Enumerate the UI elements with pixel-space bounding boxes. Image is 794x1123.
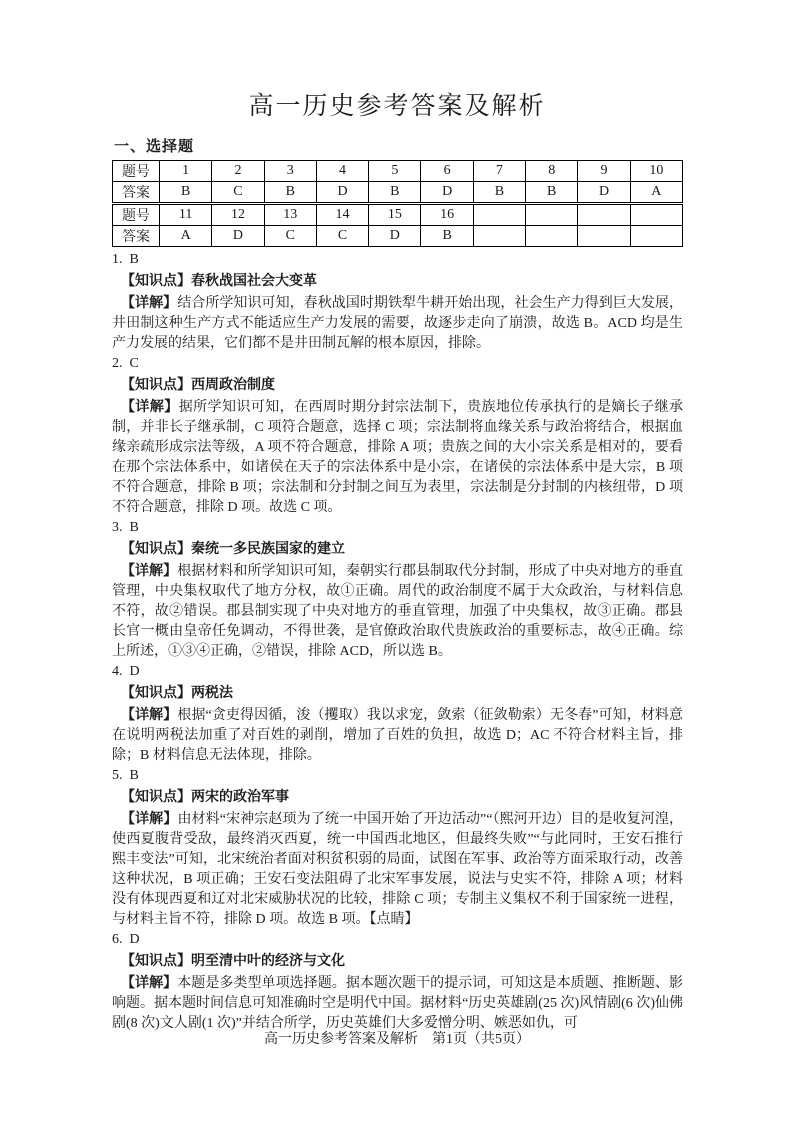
answer-item	[112, 766, 683, 930]
answer-item	[112, 662, 683, 766]
knowledge-point-label: 【知识点】	[121, 952, 191, 968]
answer-cell: D	[212, 226, 264, 247]
row-label-cell: 题号	[113, 161, 160, 182]
answer-table-row	[113, 161, 683, 182]
answer-cell: 6	[421, 161, 473, 182]
answer-table-row	[113, 226, 683, 247]
knowledge-point-text: 两宋的政治军事	[191, 788, 289, 804]
knowledge-point-line	[112, 786, 683, 808]
answer-cell: 16	[421, 204, 473, 226]
detail-text: 据所学知识可知，在西周时期分封宗法制下，贵族地位传承执行的是嫡长子继承制，并非长子继承制，C 项符合题意，选择 C 项；宗法制将血缘关系与政治将结合，根据血缘亲疏形成宗法等级，A 项不符合题意，排除 A 项；贵族之间的大小宗关系是相对的，要看在那个宗法体系中，如诸侯在天子的宗法体系中是小宗，在诸侯的宗法体系中是大宗，B 项不符合题意，排除 B 项；宗法制和分封制之间互为表里，宗法制是分封制的内核纽带，D 项不符合题意，排除 D 项。故选 C 项。	[112, 400, 684, 515]
answer-cell: 8	[526, 161, 578, 182]
answer-cell: C	[212, 182, 264, 204]
item-number-answer: 4. D	[112, 664, 140, 679]
detail-line	[112, 808, 683, 930]
answer-cell: D	[578, 182, 630, 204]
row-label-cell: 答案	[113, 182, 160, 204]
detail-line	[112, 396, 683, 518]
answer-cell	[526, 226, 578, 247]
knowledge-point-label: 【知识点】	[121, 376, 191, 392]
answer-cell	[473, 226, 525, 247]
detail-label: 【详解】	[121, 706, 178, 722]
answer-cell: 15	[369, 204, 421, 226]
knowledge-point-text: 春秋战国社会大变革	[191, 272, 317, 288]
knowledge-point-text: 西周政治制度	[191, 376, 275, 392]
knowledge-point-text: 两税法	[191, 684, 233, 700]
page-content	[112, 137, 683, 1034]
knowledge-point-label: 【知识点】	[121, 540, 191, 556]
answer-cell: B	[264, 182, 316, 204]
knowledge-point-line	[112, 538, 683, 560]
answer-cell: B	[369, 182, 421, 204]
detail-label: 【详解】	[121, 810, 178, 826]
item-number-answer: 6. D	[112, 932, 140, 947]
detail-text: 根据“贪吏得因循，浚（攫取）我以求宠，敛索（征敛勒索）无冬春”可知，材料意在说明两税法加重了对百姓的剥削，增加了百姓的负担，故选 D；AC 不符合材料主旨，排除；B 材料信息无法体现，排除。	[112, 708, 683, 763]
answer-cell: D	[421, 182, 473, 204]
answer-cell: 1	[160, 161, 212, 182]
answer-cell: B	[160, 182, 212, 204]
answer-item	[112, 354, 683, 518]
answer-cell: 10	[630, 161, 682, 182]
answer-items	[112, 250, 683, 1034]
answer-cell	[578, 226, 630, 247]
answer-cell: B	[421, 226, 473, 247]
answer-cell: C	[264, 226, 316, 247]
answer-cell	[473, 204, 525, 226]
answer-cell: D	[369, 226, 421, 247]
answer-cell: 3	[264, 161, 316, 182]
answer-cell: 12	[212, 204, 264, 226]
section-heading: 一、选择题	[114, 138, 195, 155]
row-label-cell: 题号	[113, 204, 160, 226]
row-label-cell: 答案	[113, 226, 160, 247]
answer-cell: 5	[369, 161, 421, 182]
answer-cell: A	[630, 182, 682, 204]
answer-cell: 11	[160, 204, 212, 226]
answer-item	[112, 518, 683, 662]
answer-table-row	[113, 182, 683, 204]
answer-cell: 13	[264, 204, 316, 226]
knowledge-point-line	[112, 682, 683, 704]
answer-cell: D	[316, 182, 368, 204]
answer-cell: 14	[316, 204, 368, 226]
answer-cell: 4	[316, 161, 368, 182]
answer-cell	[578, 204, 630, 226]
answer-cell: B	[473, 182, 525, 204]
answer-cell: B	[526, 182, 578, 204]
knowledge-point-label: 【知识点】	[121, 788, 191, 804]
answer-cell: C	[316, 226, 368, 247]
answer-cell: 2	[212, 161, 264, 182]
answer-cell	[526, 204, 578, 226]
detail-line	[112, 560, 683, 662]
item-number-answer: 5. B	[112, 768, 139, 783]
knowledge-point-label: 【知识点】	[121, 272, 191, 288]
knowledge-point-line	[112, 270, 683, 292]
answer-cell: A	[160, 226, 212, 247]
page-footer: 高一历史参考答案及解析 第1页（共5页）	[264, 1032, 530, 1047]
answer-cell: 7	[473, 161, 525, 182]
page-title: 高一历史参考答案及解析	[248, 93, 546, 120]
item-number-answer: 2. C	[112, 356, 139, 371]
answer-cell	[630, 204, 682, 226]
knowledge-point-text: 明至清中叶的经济与文化	[191, 952, 345, 968]
answer-cell	[630, 226, 682, 247]
detail-line	[112, 292, 683, 354]
answer-item	[112, 930, 683, 1034]
detail-label: 【详解】	[121, 398, 179, 414]
detail-label: 【详解】	[121, 294, 178, 310]
knowledge-point-text: 秦统一多民族国家的建立	[191, 540, 345, 556]
detail-line	[112, 972, 683, 1034]
detail-text: 本题是多类型单项选择题。据本题次题干的提示词，可知这是本质题、推断题、影响题。据本题时间信息可知准确时空是明代中国。据材料“历史英雄剧(25 次)风情剧(6 次)仙佛剧(8 次)文人剧(1 次)”并结合所学，历史英雄们大多爱憎分明、嫉恶如仇，可	[112, 976, 684, 1031]
detail-text: 由材料“宋神宗赵顼为了统一中国开始了开边活动”“（熙河开边）目的是收复河湟，使西夏腹背受敌，最终消灭西夏，统一中国西北地区，但最终失败”“与此同时，王安石推行熙丰变法”可知，北宋统治者面对积贫积弱的局面，试图在军事、政治等方面采取行动，改善这种状况，B 项正确；王安石变法阻碍了北宋军事发展，说法与史实不符，排除 A 项；材料没有体现西夏和辽对北宋威胁状况的比较，排除 C 项；专制主义集权不利于国家统一进程，与材料主旨不符，排除 D 项。故选 B 项。【点睛】	[112, 812, 684, 927]
answer-cell: 9	[578, 161, 630, 182]
item-number-answer: 3. B	[112, 520, 139, 535]
detail-label: 【详解】	[121, 562, 178, 578]
knowledge-point-label: 【知识点】	[121, 684, 191, 700]
item-number-answer: 1. B	[112, 252, 139, 267]
answer-table-body	[113, 161, 683, 247]
knowledge-point-line	[112, 374, 683, 396]
answer-table	[112, 160, 683, 247]
knowledge-point-line	[112, 950, 683, 972]
detail-label: 【详解】	[121, 974, 178, 990]
detail-line	[112, 704, 683, 766]
detail-text: 根据材料和所学知识可知，秦朝实行郡县制取代分封制，形成了中央对地方的垂直管理，中央集权取代了地方分权，故①正确。周代的政治制度不属于大众政治，与材料信息不符，故②错误。郡县制实现了中央对地方的垂直管理，加强了中央集权，故③正确。郡县长官一概由皇帝任免调动，不得世袭，是官僚政治取代贵族政治的重要标志，故④正确。综上所述，①③④正确，②错误，排除 ACD，所以选 B。	[112, 564, 684, 659]
answer-table-row	[113, 204, 683, 226]
detail-text: 结合所学知识可知，春秋战国时期铁犁牛耕开始出现，社会生产力得到巨大发展，井田制这种生产方式不能适应生产力发展的需要，故逐步走向了崩溃，故选 B。ACD 均是生产力发展的结果，它们都不是井田制瓦解的根本原因，排除。	[112, 296, 684, 351]
answer-item	[112, 250, 683, 354]
